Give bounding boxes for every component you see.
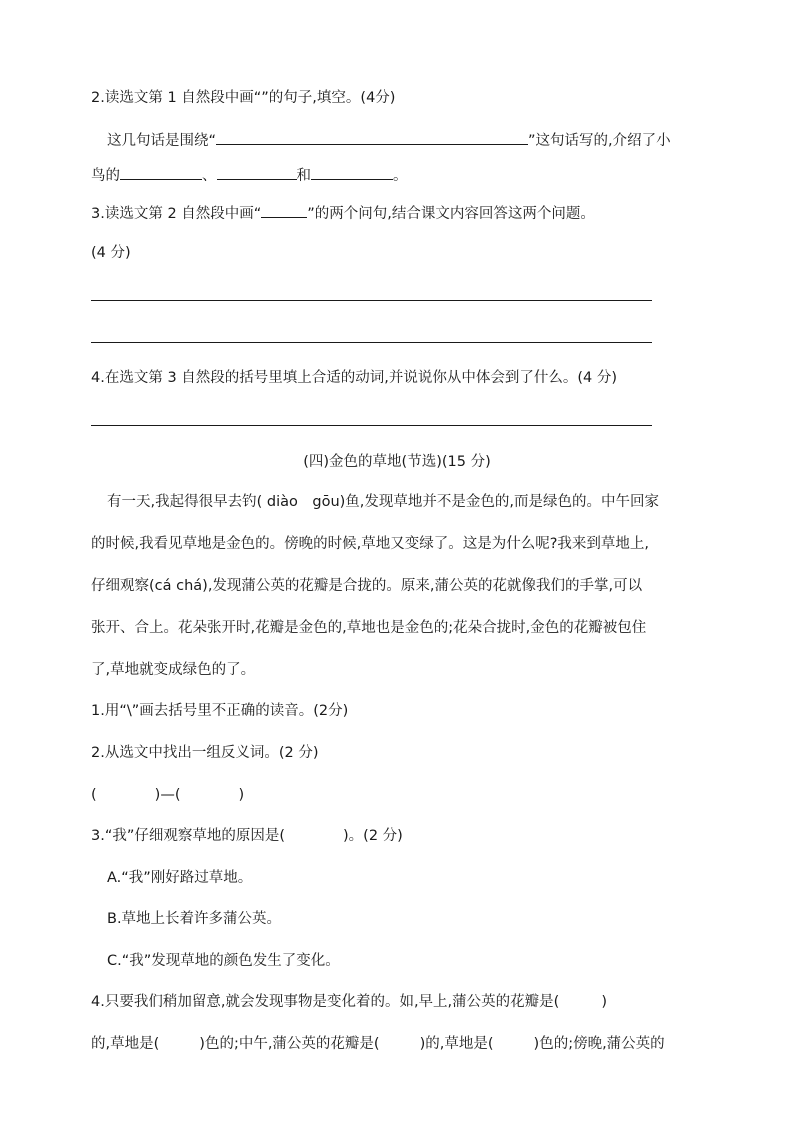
paren-dash: )—( [154, 787, 181, 803]
question-3-prompt [91, 202, 595, 224]
passage-line: 张开、合上。花朵张开时,花瓣是金色的,草地也是金色的;花朵合拢时,金色的花瓣被包住 [91, 620, 647, 636]
sub-question-3 [91, 826, 403, 846]
answer-line[interactable] [91, 342, 652, 343]
sub-question-4-line-2 [91, 1034, 665, 1054]
sub-question-4 [91, 992, 607, 1012]
answer-line[interactable] [91, 425, 652, 426]
prompt-text: 4.只要我们稍加留意,就会发现事物是变化着的。如,早上,蒲公英的花瓣是( [91, 994, 560, 1010]
fill-text: 和 [296, 168, 311, 184]
answer-blank[interactable] [216, 129, 528, 145]
antonym-answer [91, 785, 244, 805]
paren-close: ) [238, 787, 245, 803]
option-a[interactable]: A.“我”刚好路过草地。 [107, 870, 253, 886]
passage-line: 了,草地就变成绿色的了。 [91, 662, 256, 678]
answer-line[interactable] [91, 300, 652, 301]
prompt-text: ) [601, 994, 607, 1010]
answer-blank[interactable] [217, 164, 297, 180]
fill-text: ”这句话写的,介绍了小 [528, 133, 671, 149]
section-title: (四)金色的草地(节选)(15 分) [303, 454, 491, 470]
prompt-text: )色的;傍晚,蒲公英的 [533, 1036, 665, 1052]
prompt-text: )。(2 分) [343, 828, 403, 844]
fill-text: 鸟的 [91, 168, 120, 184]
option-c[interactable]: C.“我”发现草地的颜色发生了变化。 [107, 953, 340, 969]
fill-text: 这几句话是围绕“ [107, 133, 217, 149]
fill-text: 。 [393, 168, 408, 184]
passage-line: 仔细观察(cá chá),发现蒲公英的花瓣是合拢的。原来,蒲公英的花就像我们的手掌,可以 [91, 578, 643, 594]
passage-line: 的时候,我看见草地是金色的。傍晚的时候,草地又变绿了。这是为什么呢?我来到草地上, [91, 536, 650, 552]
paren-open: ( [91, 787, 97, 803]
question-2-fill-line-2 [91, 164, 408, 186]
question-2-prompt: 2.读选文第 1 自然段中画“”的句子,填空。(4分) [91, 90, 396, 106]
prompt-text: ”的两个问句,结合课文内容回答这两个问题。 [307, 206, 595, 222]
prompt-text: 的,草地是( [91, 1036, 160, 1052]
fill-text: 、 [202, 168, 217, 184]
prompt-text: )色的;中午,蒲公英的花瓣是( [199, 1036, 380, 1052]
prompt-text: 3.读选文第 2 自然段中画“ [91, 206, 262, 222]
answer-blank[interactable] [311, 164, 393, 180]
passage-line: 有一天,我起得很早去钓( diào gōu)鱼,发现草地并不是金色的,而是绿色的。中午回家 [107, 494, 660, 510]
prompt-text: )的,草地是( [419, 1036, 494, 1052]
underline-mark [261, 202, 307, 218]
sub-question-2: 2.从选文中找出一组反义词。(2 分) [91, 745, 319, 761]
sub-question-1: 1.用“\”画去括号里不正确的读音。(2分) [91, 703, 349, 719]
question-3-score: (4 分) [91, 245, 131, 261]
option-b[interactable]: B.草地上长着许多蒲公英。 [107, 911, 282, 927]
question-2-fill-line-1 [107, 129, 671, 151]
prompt-text: 3.“我”仔细观察草地的原因是( [91, 828, 286, 844]
question-4-prompt: 4.在选文第 3 自然段的括号里填上合适的动词,并说说你从中体会到了什么。(4 分) [91, 370, 618, 386]
answer-blank[interactable] [120, 164, 202, 180]
